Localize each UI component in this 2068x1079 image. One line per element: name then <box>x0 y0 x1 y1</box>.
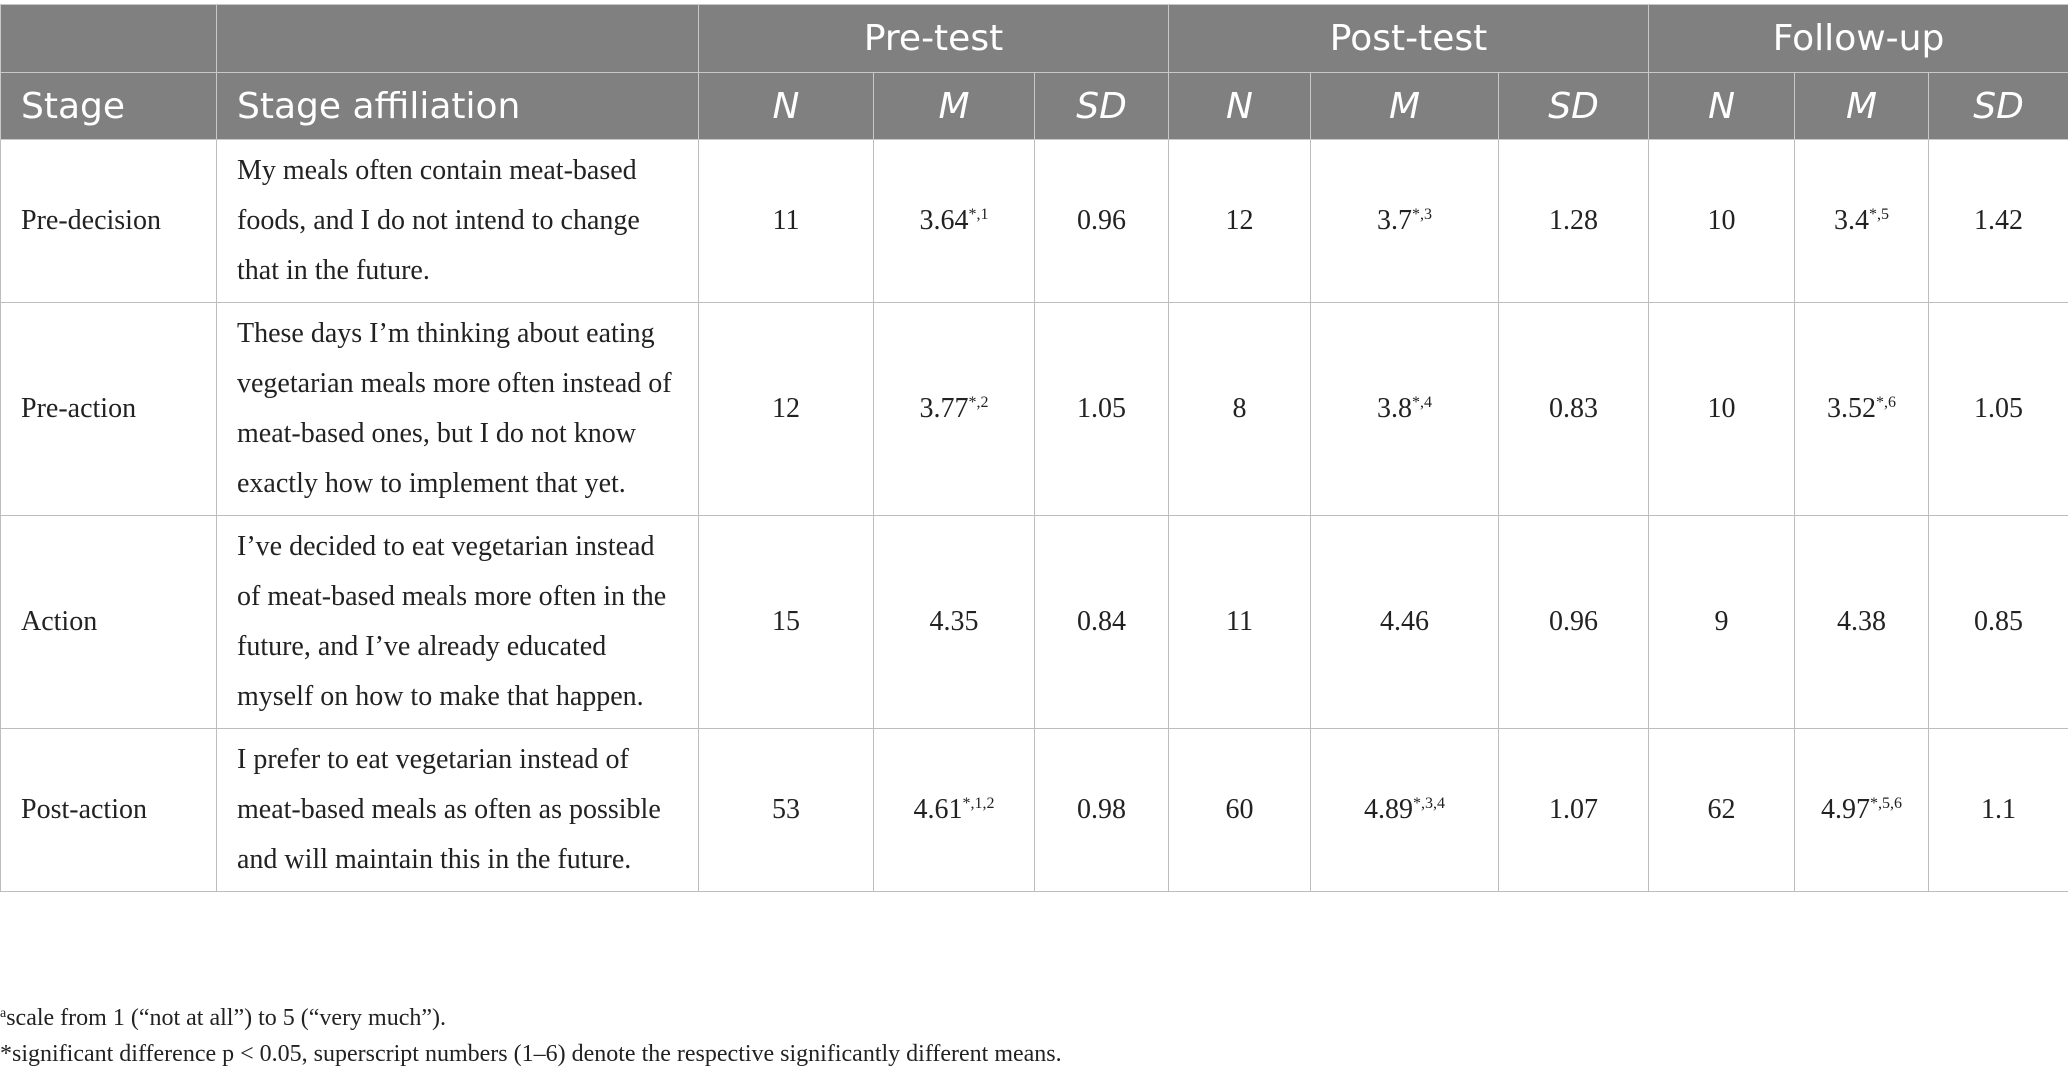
pre-sd-cell: 0.84 <box>1035 516 1169 729</box>
stage-cell: Pre-decision <box>1 140 217 303</box>
post-n-cell: 12 <box>1169 140 1311 303</box>
follow-m-sup: *,5,6 <box>1870 795 1903 812</box>
table-footnotes <box>0 1000 1062 1072</box>
follow-n-cell: 10 <box>1649 303 1795 516</box>
table-row <box>1 729 2068 892</box>
post-m-value: 4.46 <box>1380 606 1430 637</box>
post-sd-cell: 1.07 <box>1499 729 1649 892</box>
follow-n-cell: 9 <box>1649 516 1795 729</box>
follow-m-cell <box>1795 729 1929 892</box>
pre-n-cell: 12 <box>699 303 874 516</box>
header-stage: Stage <box>1 73 217 140</box>
header-group-posttest: Post-test <box>1169 5 1649 73</box>
follow-n-cell: 10 <box>1649 140 1795 303</box>
follow-sd-cell: 1.1 <box>1929 729 2068 892</box>
follow-sd-cell: 1.05 <box>1929 303 2068 516</box>
stage-cell: Pre-action <box>1 303 217 516</box>
header-pre-sd: SD <box>1035 73 1169 140</box>
post-m-value: 3.8 <box>1377 393 1413 424</box>
pre-m-sup: *,1,2 <box>962 795 995 812</box>
pre-n-cell: 15 <box>699 516 874 729</box>
follow-m-value: 3.52 <box>1827 393 1877 424</box>
results-table <box>0 4 2068 892</box>
pre-sd-cell: 0.96 <box>1035 140 1169 303</box>
follow-m-cell <box>1795 516 1929 729</box>
follow-n-cell: 62 <box>1649 729 1795 892</box>
stage-cell: Post-action <box>1 729 217 892</box>
post-m-cell <box>1311 140 1499 303</box>
header-post-m: M <box>1311 73 1499 140</box>
header-pre-m: M <box>874 73 1035 140</box>
header-follow-n: N <box>1649 73 1795 140</box>
footnote-significance: *significant difference p < 0.05, superscript numbers (1–6) denote the respective significantly different means. <box>0 1041 1062 1067</box>
header-group-pretest: Pre-test <box>699 5 1169 73</box>
post-m-sup: *,3 <box>1412 206 1433 223</box>
follow-m-cell <box>1795 140 1929 303</box>
post-m-value: 4.89 <box>1364 794 1414 825</box>
header-empty-stage <box>1 5 217 73</box>
table-row <box>1 140 2068 303</box>
affiliation-cell: I’ve decided to eat vegetarian instead of meat-based meals more often in the future, and I’ve already educated myself on how to make that happen. <box>217 516 699 729</box>
pre-m-cell <box>874 140 1035 303</box>
stage-cell: Action <box>1 516 217 729</box>
pre-n-cell: 11 <box>699 140 874 303</box>
post-sd-cell: 0.83 <box>1499 303 1649 516</box>
header-column-row <box>1 73 2068 140</box>
pre-sd-cell: 1.05 <box>1035 303 1169 516</box>
pre-m-sup: *,2 <box>968 394 989 411</box>
pre-m-cell <box>874 516 1035 729</box>
post-m-cell <box>1311 303 1499 516</box>
header-group-followup: Follow-up <box>1649 5 2068 73</box>
follow-m-value: 3.4 <box>1834 205 1870 236</box>
post-m-value: 3.7 <box>1377 205 1413 236</box>
table-row <box>1 516 2068 729</box>
header-post-sd: SD <box>1499 73 1649 140</box>
follow-m-cell <box>1795 303 1929 516</box>
post-n-cell: 60 <box>1169 729 1311 892</box>
table-container <box>0 4 2068 892</box>
pre-m-value: 3.77 <box>919 393 969 424</box>
header-empty-affiliation <box>217 5 699 73</box>
follow-m-sup: *,5 <box>1869 206 1890 223</box>
footnote-scale-marker: a <box>0 1006 7 1021</box>
pre-sd-cell: 0.98 <box>1035 729 1169 892</box>
post-sd-cell: 0.96 <box>1499 516 1649 729</box>
pre-m-cell <box>874 729 1035 892</box>
post-sd-cell: 1.28 <box>1499 140 1649 303</box>
follow-m-value: 4.38 <box>1837 606 1887 637</box>
follow-sd-cell: 1.42 <box>1929 140 2068 303</box>
pre-m-value: 3.64 <box>919 205 969 236</box>
footnote-scale-text: scale from 1 (“not at all”) to 5 (“very much”). <box>6 1005 447 1031</box>
affiliation-cell: These days I’m thinking about eating vegetarian meals more often instead of meat-based ones, but I do not know exactly how to implement that yet. <box>217 303 699 516</box>
header-follow-m: M <box>1795 73 1929 140</box>
post-m-cell <box>1311 516 1499 729</box>
pre-m-sup: *,1 <box>968 206 989 223</box>
header-group-row <box>1 5 2068 73</box>
post-m-cell <box>1311 729 1499 892</box>
post-n-cell: 8 <box>1169 303 1311 516</box>
table-row <box>1 303 2068 516</box>
affiliation-cell: I prefer to eat vegetarian instead of meat-based meals as often as possible and will maintain this in the future. <box>217 729 699 892</box>
header-stage-affiliation: Stage affiliation <box>217 73 699 140</box>
pre-n-cell: 53 <box>699 729 874 892</box>
header-post-n: N <box>1169 73 1311 140</box>
footnote-scale <box>0 1000 1062 1036</box>
pre-m-value: 4.61 <box>913 794 963 825</box>
header-follow-sd: SD <box>1929 73 2068 140</box>
pre-m-cell <box>874 303 1035 516</box>
follow-m-sup: *,6 <box>1876 394 1897 411</box>
follow-sd-cell: 0.85 <box>1929 516 2068 729</box>
post-n-cell: 11 <box>1169 516 1311 729</box>
header-pre-n: N <box>699 73 874 140</box>
pre-m-value: 4.35 <box>929 606 979 637</box>
affiliation-cell: My meals often contain meat-based foods, and I do not intend to change that in the future. <box>217 140 699 303</box>
post-m-sup: *,4 <box>1412 394 1433 411</box>
post-m-sup: *,3,4 <box>1413 795 1446 812</box>
follow-m-value: 4.97 <box>1821 794 1871 825</box>
